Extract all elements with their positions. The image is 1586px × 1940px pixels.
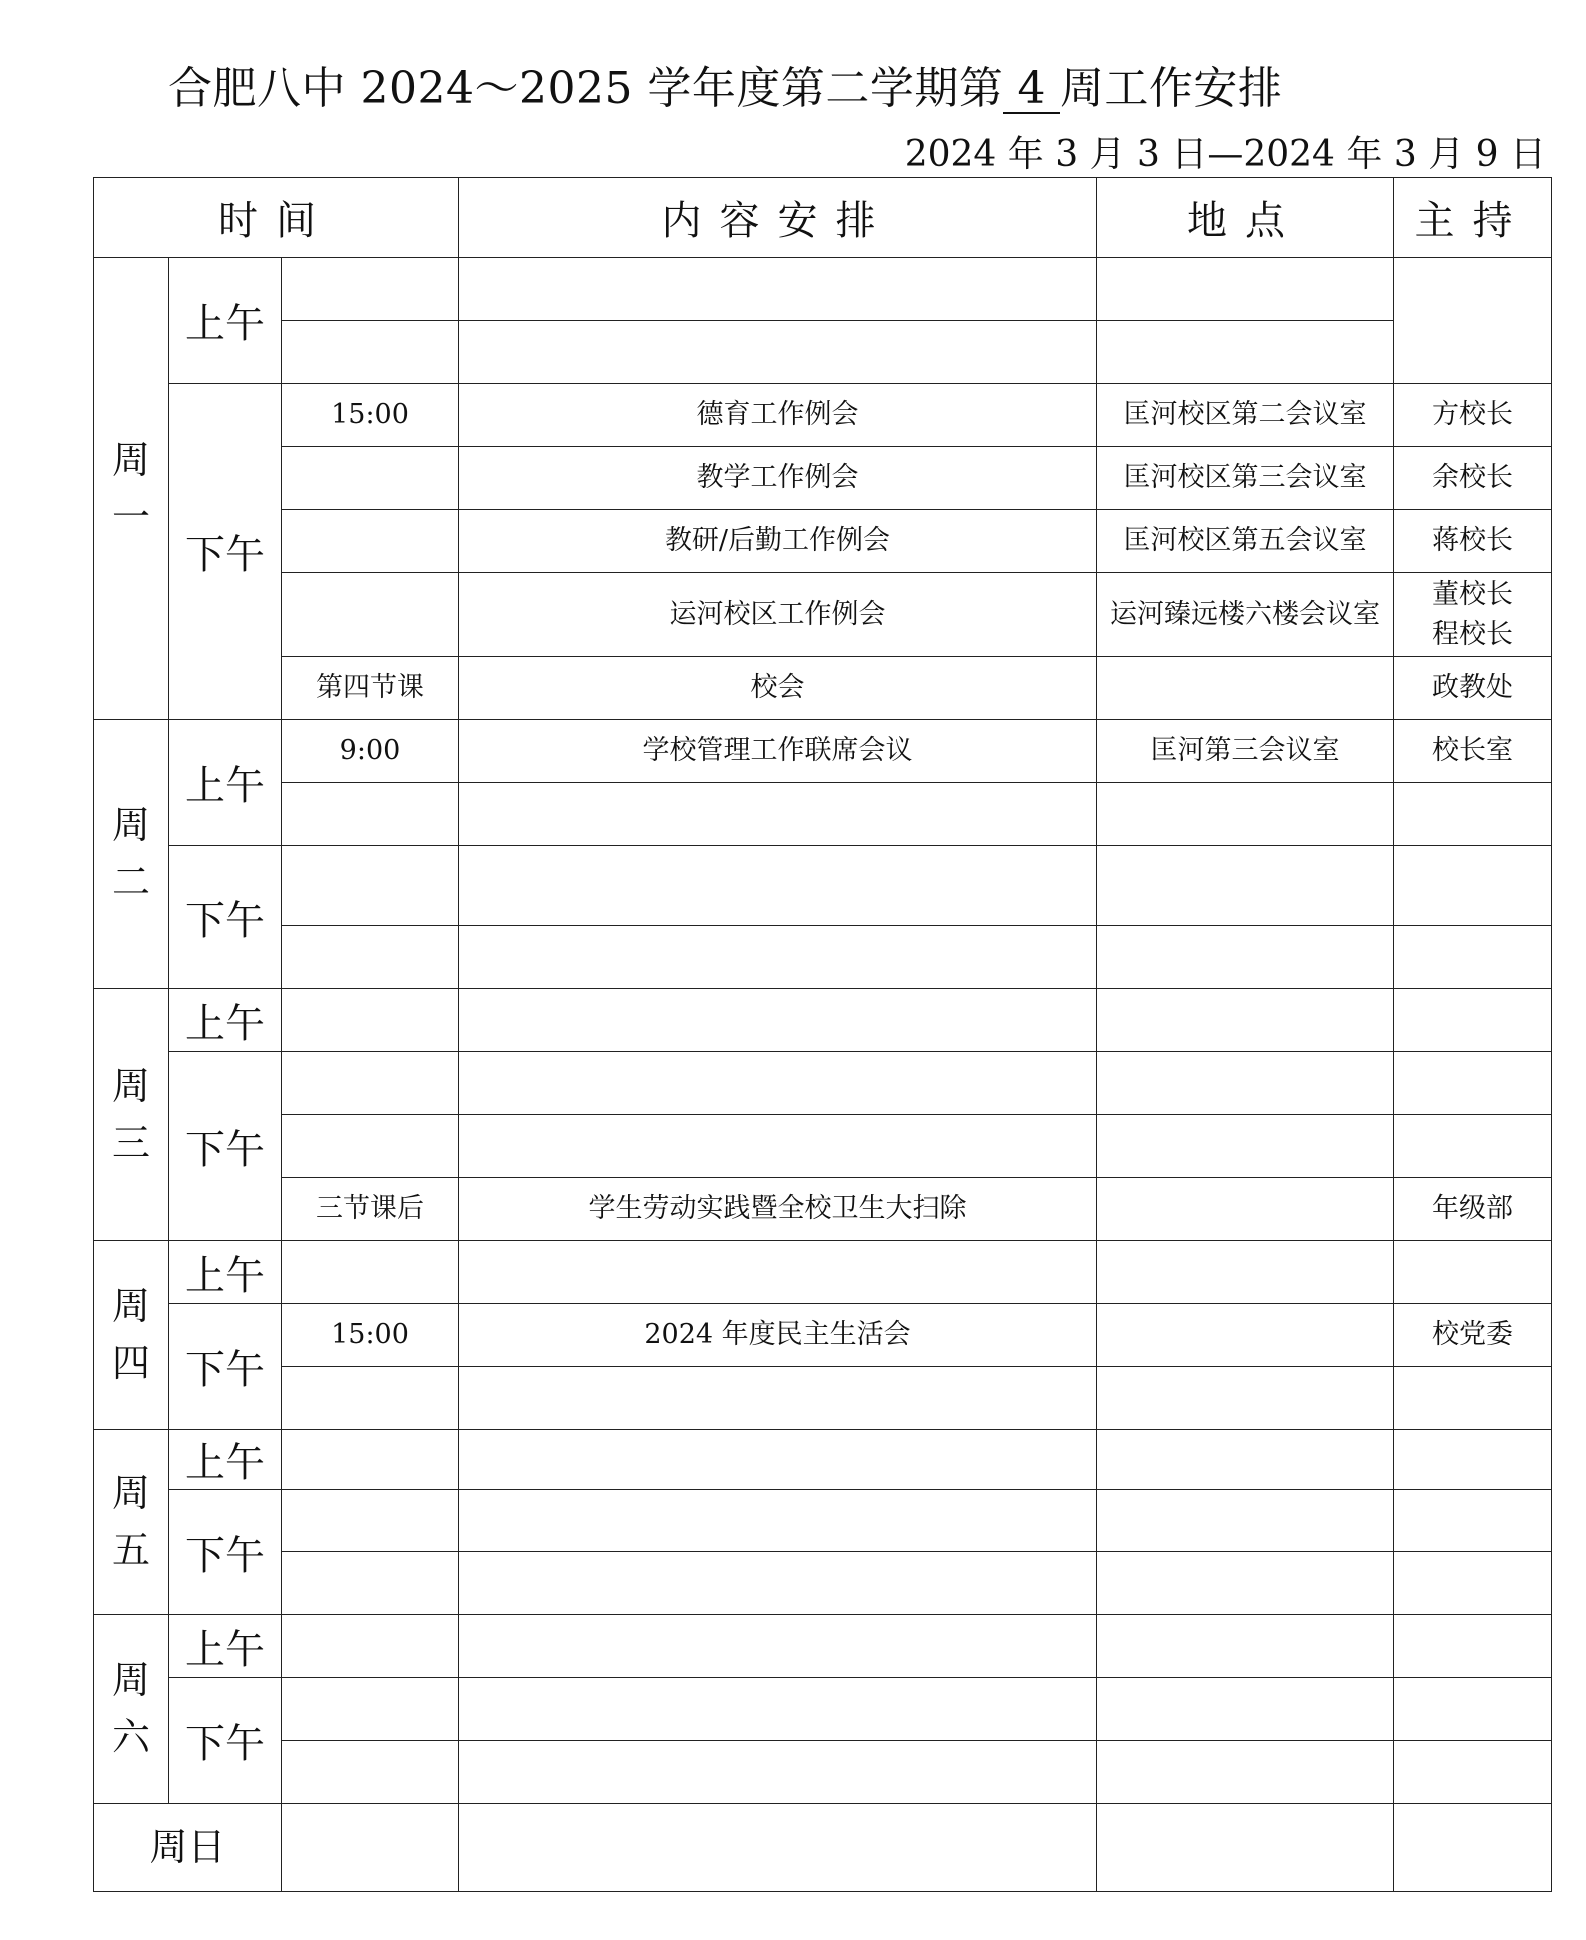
content-cell: 德育工作例会 xyxy=(459,384,1097,447)
title-suffix: 周工作安排 xyxy=(1059,63,1283,114)
time-cell xyxy=(282,1804,459,1892)
time-cell xyxy=(282,1052,459,1115)
location-cell xyxy=(1097,657,1394,720)
host-cell: 蒋校长 xyxy=(1394,510,1552,573)
table-row xyxy=(94,1430,1552,1490)
table-row xyxy=(94,1804,1552,1892)
table-row xyxy=(94,1490,1552,1552)
location-cell xyxy=(1097,1430,1394,1490)
host-cell xyxy=(1394,783,1552,846)
content-cell xyxy=(459,1367,1097,1430)
table-row xyxy=(94,1615,1552,1678)
host-cell: 校长室 xyxy=(1394,720,1552,783)
time-cell: 第四节课 xyxy=(282,657,459,720)
table-row xyxy=(94,720,1552,783)
header-row xyxy=(94,178,1552,258)
col-header-time: 时间 xyxy=(94,178,459,258)
table-row xyxy=(94,1367,1552,1430)
time-cell xyxy=(282,1241,459,1304)
content-cell: 2024 年度民主生活会 xyxy=(459,1304,1097,1367)
period-am: 上午 xyxy=(169,989,282,1052)
table-row xyxy=(94,447,1552,510)
table-row xyxy=(94,1052,1552,1115)
host-cell xyxy=(1394,1552,1552,1615)
time-cell xyxy=(282,321,459,384)
host-cell xyxy=(1394,1615,1552,1678)
period-pm: 下午 xyxy=(169,1490,282,1615)
time-cell xyxy=(282,926,459,989)
time-cell xyxy=(282,1490,459,1552)
table-row xyxy=(94,1115,1552,1178)
host-cell: 校党委 xyxy=(1394,1304,1552,1367)
date-range: 2024 年 3 月 3 日—2024 年 3 月 9 日 xyxy=(904,134,1546,175)
host-cell: 余校长 xyxy=(1394,447,1552,510)
table-row xyxy=(94,989,1552,1052)
host-cell xyxy=(1394,1490,1552,1552)
location-cell xyxy=(1097,1678,1394,1741)
content-cell xyxy=(459,1241,1097,1304)
table-row xyxy=(94,258,1552,321)
location-cell xyxy=(1097,1615,1394,1678)
location-cell: 匡河校区第二会议室 xyxy=(1097,384,1394,447)
table-row xyxy=(94,1304,1552,1367)
host-cell xyxy=(1394,1678,1552,1741)
location-cell xyxy=(1097,1490,1394,1552)
location-cell: 匡河校区第三会议室 xyxy=(1097,447,1394,510)
content-cell xyxy=(459,783,1097,846)
host-cell xyxy=(1394,258,1552,384)
col-header-location: 地点 xyxy=(1097,178,1394,258)
period-am: 上午 xyxy=(169,720,282,846)
col-header-host: 主持 xyxy=(1394,178,1552,258)
host-cell xyxy=(1394,926,1552,989)
content-cell xyxy=(459,846,1097,926)
time-cell xyxy=(282,1552,459,1615)
content-cell: 教学工作例会 xyxy=(459,447,1097,510)
table-row xyxy=(94,1241,1552,1304)
period-am: 上午 xyxy=(169,1430,282,1490)
location-cell xyxy=(1097,989,1394,1052)
time-cell: 三节课后 xyxy=(282,1178,459,1241)
time-cell xyxy=(282,510,459,573)
period-pm: 下午 xyxy=(169,1304,282,1430)
table-row xyxy=(94,846,1552,926)
day-tuesday: 周 二 xyxy=(94,720,169,989)
day-wednesday: 周 三 xyxy=(94,989,169,1241)
location-cell xyxy=(1097,1178,1394,1241)
period-pm: 下午 xyxy=(169,384,282,720)
table-row xyxy=(94,926,1552,989)
content-cell xyxy=(459,1430,1097,1490)
content-cell: 校会 xyxy=(459,657,1097,720)
time-cell: 9:00 xyxy=(282,720,459,783)
time-cell xyxy=(282,258,459,321)
period-pm: 下午 xyxy=(169,1678,282,1804)
period-pm: 下午 xyxy=(169,1052,282,1241)
table-row xyxy=(94,657,1552,720)
location-cell: 匡河校区第五会议室 xyxy=(1097,510,1394,573)
host-cell xyxy=(1394,1804,1552,1892)
content-cell: 学校管理工作联席会议 xyxy=(459,720,1097,783)
content-cell xyxy=(459,989,1097,1052)
location-cell xyxy=(1097,1304,1394,1367)
location-cell xyxy=(1097,1804,1394,1892)
location-cell xyxy=(1097,1741,1394,1804)
table-row xyxy=(94,783,1552,846)
table-row xyxy=(94,321,1552,384)
time-cell xyxy=(282,846,459,926)
location-cell: 匡河第三会议室 xyxy=(1097,720,1394,783)
content-cell xyxy=(459,1490,1097,1552)
time-cell xyxy=(282,1115,459,1178)
content-cell xyxy=(459,258,1097,321)
location-cell xyxy=(1097,783,1394,846)
week-number: 4 xyxy=(1003,66,1060,114)
location-cell xyxy=(1097,258,1394,321)
document-title xyxy=(168,52,1282,116)
day-thursday: 周 四 xyxy=(94,1241,169,1430)
location-cell xyxy=(1097,1241,1394,1304)
host-cell xyxy=(1394,1052,1552,1115)
content-cell xyxy=(459,1804,1097,1892)
location-cell xyxy=(1097,1552,1394,1615)
time-cell xyxy=(282,1678,459,1741)
schedule-table xyxy=(93,177,1552,1892)
content-cell: 教研/后勤工作例会 xyxy=(459,510,1097,573)
host-cell xyxy=(1394,1367,1552,1430)
title-prefix: 合肥八中 2024～2025 学年度第二学期第 xyxy=(168,63,1004,114)
day-sunday: 周日 xyxy=(94,1804,282,1892)
time-cell xyxy=(282,1615,459,1678)
content-cell xyxy=(459,1615,1097,1678)
content-cell xyxy=(459,1052,1097,1115)
table-row xyxy=(94,384,1552,447)
content-cell: 运河校区工作例会 xyxy=(459,573,1097,657)
content-cell xyxy=(459,321,1097,384)
time-cell xyxy=(282,989,459,1052)
host-cell xyxy=(1394,989,1552,1052)
content-cell xyxy=(459,926,1097,989)
table-row xyxy=(94,1178,1552,1241)
table-row xyxy=(94,573,1552,615)
table-row xyxy=(94,1678,1552,1741)
location-cell xyxy=(1097,846,1394,926)
time-cell xyxy=(282,1367,459,1430)
table-row xyxy=(94,510,1552,573)
content-cell: 学生劳动实践暨全校卫生大扫除 xyxy=(459,1178,1097,1241)
location-cell xyxy=(1097,926,1394,989)
table-row xyxy=(94,1552,1552,1615)
host-cell: 年级部 xyxy=(1394,1178,1552,1241)
period-am: 上午 xyxy=(169,1615,282,1678)
host-cell xyxy=(1394,846,1552,926)
location-cell xyxy=(1097,321,1394,384)
host-cell: 政教处 xyxy=(1394,657,1552,720)
period-am: 上午 xyxy=(169,1241,282,1304)
table-row xyxy=(94,1741,1552,1804)
day-saturday: 周 六 xyxy=(94,1615,169,1804)
host-name: 程校长 xyxy=(1432,618,1513,650)
period-am: 上午 xyxy=(169,258,282,384)
time-cell xyxy=(282,447,459,510)
host-cell xyxy=(1394,1741,1552,1804)
content-cell xyxy=(459,1115,1097,1178)
host-cell xyxy=(1394,573,1552,657)
time-cell: 15:00 xyxy=(282,384,459,447)
host-cell xyxy=(1394,1430,1552,1490)
content-cell xyxy=(459,1678,1097,1741)
day-monday: 周 一 xyxy=(94,258,169,720)
location-cell xyxy=(1097,1052,1394,1115)
time-cell xyxy=(282,573,459,657)
time-cell xyxy=(282,1430,459,1490)
location-cell xyxy=(1097,1115,1394,1178)
content-cell xyxy=(459,1552,1097,1615)
day-friday: 周 五 xyxy=(94,1430,169,1615)
col-header-content: 内容安排 xyxy=(459,178,1097,258)
period-pm: 下午 xyxy=(169,846,282,989)
content-cell xyxy=(459,1741,1097,1804)
host-name: 董校长 xyxy=(1432,579,1513,611)
time-cell xyxy=(282,1741,459,1804)
time-cell xyxy=(282,783,459,846)
host-cell xyxy=(1394,1241,1552,1304)
time-cell: 15:00 xyxy=(282,1304,459,1367)
location-cell: 运河臻远楼六楼会议室 xyxy=(1097,573,1394,657)
location-cell xyxy=(1097,1367,1394,1430)
host-cell: 方校长 xyxy=(1394,384,1552,447)
host-cell xyxy=(1394,1115,1552,1178)
